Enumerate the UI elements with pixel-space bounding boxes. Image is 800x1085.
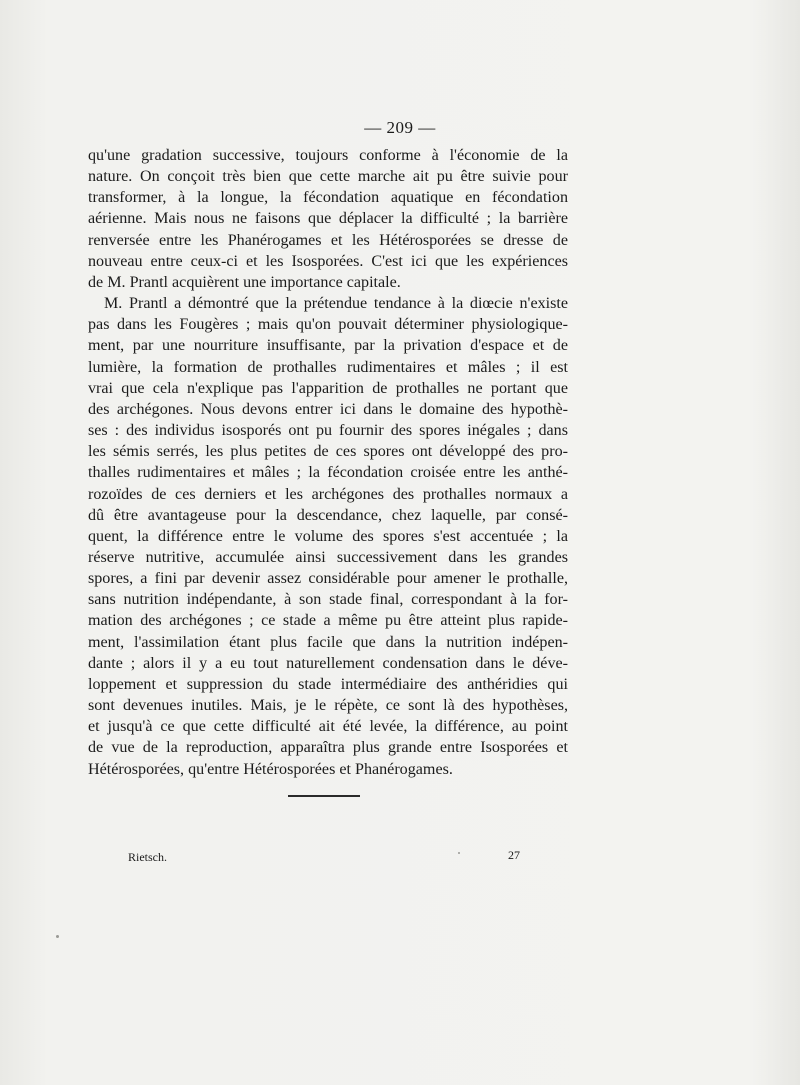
text-line: et jusqu'à ce que cette difficulté ait été levée, la différence, au point (88, 718, 568, 736)
text-line: réserve nutritive, accumulée ainsi successivement dans les grandes (88, 548, 568, 566)
text-line: sans nutrition indépendante, à son stade final, correspondant à la for- (88, 591, 568, 609)
text-line: de vue de la reproduction, apparaîtra plus grande entre Isosporées et (88, 739, 568, 757)
paragraph (88, 293, 568, 780)
text-line: des archégones. Nous devons entrer ici dans le domaine des hypothè- (88, 400, 568, 418)
text-line: loppement et suppression du stade intermédiaire des anthéridies qui (88, 675, 568, 693)
text-line: transformer, à la longue, la fécondation aquatique en fécondation (88, 189, 568, 207)
text-line: qu'une gradation successive, toujours conforme à l'économie de la (88, 147, 568, 164)
text-line: ment, par une nourriture insuffisante, par la privation d'espace et de (88, 337, 568, 355)
signature-mark: 27 (508, 848, 520, 862)
text-line: quent, la différence entre le volume des spores s'est accentuée ; la (88, 527, 568, 545)
page-number: — 209 — (364, 118, 436, 137)
text-line: Hétérosporées, qu'entre Hétérosporées et Phanérogames. (88, 760, 453, 778)
text-line: lumière, la formation de prothalles rudimentaires et mâles ; il est (88, 358, 568, 376)
text-line: spores, a fini par devenir assez considérable pour amener le prothalle, (88, 570, 568, 588)
paragraph (88, 145, 568, 293)
text-line: sont devenues inutiles. Mais, je le répète, ce sont là des hypothèses, (88, 697, 568, 715)
body-text (88, 145, 568, 780)
text-line: renversée entre les Phanérogames et les Hétérosporées se dresse de (88, 231, 568, 249)
text-line: vrai que cela n'explique pas l'apparition de prothalles ne portant que (88, 379, 568, 397)
section-divider (288, 795, 360, 797)
text-line: nature. On conçoit très bien que cette marche ait pu être suivie pour (88, 168, 568, 186)
text-line: nouveau entre ceux-ci et les Isosporées. C'est ici que les expériences (88, 252, 568, 270)
text-line: pas dans les Fougères ; mais qu'on pouvait déterminer physiologique- (88, 316, 568, 334)
footer-author: Rietsch. (128, 850, 167, 864)
text-line: aérienne. Mais nous ne faisons que déplacer la difficulté ; la barrière (88, 210, 568, 228)
text-line: M. Prantl a démontré que la prétendue tendance à la diœcie n'existe (104, 295, 568, 313)
text-line: dû être avantageuse pour la descendance, chez laquelle, par consé- (88, 506, 568, 524)
text-line: les sémis serrés, les plus petites de ces spores ont développé des pro- (88, 443, 568, 461)
scan-speck (458, 852, 460, 854)
text-line: ses : des individus isosporés ont pu fournir des spores inégales ; dans (88, 422, 568, 440)
text-line: dante ; alors il y a eu tout naturellement condensation dans le déve- (88, 654, 568, 672)
scan-speck (56, 935, 59, 938)
text-line: ment, l'assimilation étant plus facile que dans la nutrition indépen- (88, 633, 568, 651)
text-line: rozoïdes de ces derniers et les archégones des prothalles normaux a (88, 485, 568, 503)
text-line: mation des archégones ; ce stade a même pu être atteint plus rapide- (88, 612, 568, 630)
text-line: thalles rudimentaires et mâles ; la fécondation croisée entre les anthé- (88, 464, 568, 482)
text-line: de M. Prantl acquièrent une importance capitale. (88, 273, 401, 291)
